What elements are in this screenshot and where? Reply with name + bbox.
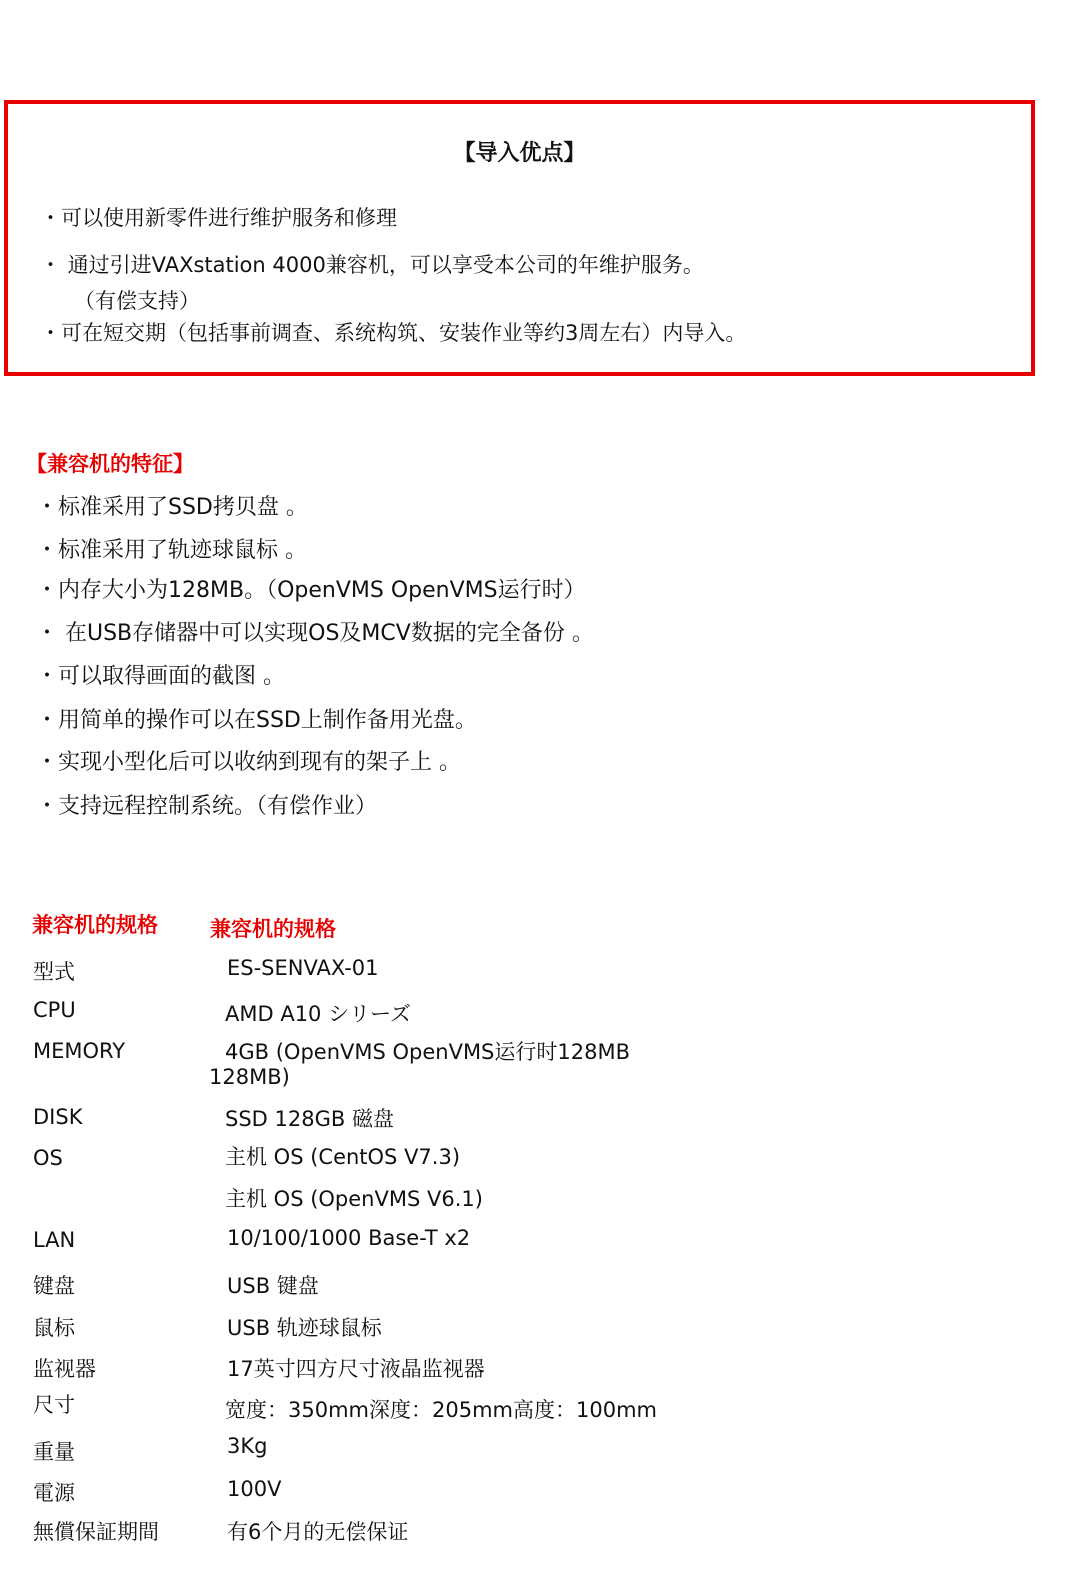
spec-value-memory: 4GB (OpenVMS OpenVMS运行时128MB: [225, 1040, 630, 1064]
advantage-line: ・可在短交期（包括事前调查、系统构筑、安装作业等约3周左右）内导入。: [40, 321, 747, 345]
features-title: 【兼容机的特征】: [26, 452, 194, 476]
spec-value-warranty: 有6个月的无偿保证: [227, 1520, 409, 1544]
feature-item: ・支持远程控制系统。（有偿作业）: [36, 794, 378, 819]
spec-label-os: OS: [33, 1146, 63, 1170]
spec-label-mouse: 鼠标: [33, 1316, 75, 1340]
spec-value-disk: SSD 128GB 磁盘: [225, 1107, 394, 1131]
advantages-box: [4, 100, 1035, 376]
spec-value-mouse: USB 轨迹球鼠标: [227, 1316, 382, 1340]
specs-heading: 兼容机的规格: [210, 916, 336, 941]
spec-label-weight: 重量: [33, 1440, 75, 1464]
spec-label-monitor: 监视器: [33, 1357, 96, 1381]
advantage-line: （有偿支持）: [74, 289, 200, 313]
spec-value-power: 100V: [227, 1477, 282, 1501]
spec-value-model: ES-SENVAX-01: [227, 956, 379, 980]
spec-label-memory: MEMORY: [33, 1039, 126, 1063]
spec-value-lan: 10/100/1000 Base-T x2: [227, 1226, 471, 1250]
feature-item: ・用简单的操作可以在SSD上制作备用光盘。: [36, 708, 477, 733]
feature-item: ・标准采用了轨迹球鼠标 。: [36, 538, 307, 563]
spec-value-os-2: 主机 OS (OpenVMS V6.1): [225, 1187, 483, 1211]
spec-value-keyboard: USB 键盘: [227, 1274, 319, 1298]
spec-label-keyboard: 键盘: [33, 1274, 75, 1298]
spec-value-size: 宽度：350mm深度：205mm高度：100mm: [225, 1398, 657, 1422]
feature-item: ・实现小型化后可以收纳到现有的架子上 。: [36, 750, 461, 775]
spec-label-lan: LAN: [33, 1228, 76, 1252]
feature-item: ・ 在USB存储器中可以实现OS及MCV数据的完全备份 。: [36, 621, 594, 646]
spec-label-model: 型式: [33, 960, 75, 984]
spec-value-memory-cont: 128MB): [209, 1065, 290, 1089]
spec-label-cpu: CPU: [33, 998, 76, 1022]
feature-item: ・内存大小为128MB。（OpenVMS OpenVMS运行时）: [36, 578, 586, 603]
spec-value-monitor: 17英寸四方尺寸液晶监视器: [227, 1357, 485, 1381]
spec-label-warranty: 無償保証期間: [33, 1520, 159, 1544]
spec-label-power: 電源: [33, 1481, 75, 1505]
feature-item: ・可以取得画面的截图 。: [36, 664, 285, 689]
feature-item: ・标准采用了SSD拷贝盘 。: [36, 495, 308, 520]
spec-value-weight: 3Kg: [227, 1434, 268, 1458]
advantages-title: 【导入优点】: [453, 141, 586, 166]
specs-heading: 兼容机的规格: [32, 912, 158, 937]
advantage-line: ・ 通过引进VAXstation 4000兼容机，可以享受本公司的年维护服务。: [40, 253, 704, 277]
spec-label-disk: DISK: [33, 1105, 83, 1129]
spec-label-size: 尺寸: [33, 1393, 75, 1417]
advantage-line: ・可以使用新零件进行维护服务和修理: [40, 206, 397, 230]
spec-value-os: 主机 OS (CentOS V7.3): [225, 1145, 461, 1169]
spec-value-cpu: AMD A10 シリーズ: [225, 1002, 412, 1026]
